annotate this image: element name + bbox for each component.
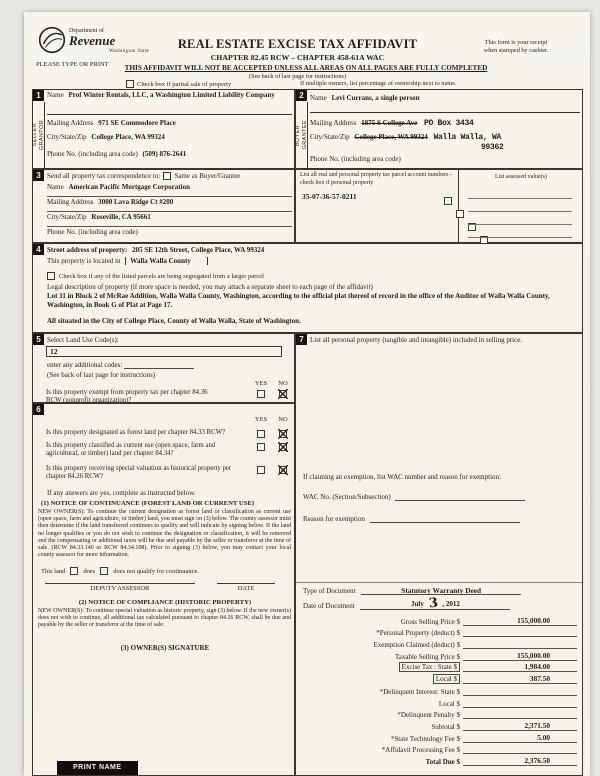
grantor-vword: GRANTOR	[39, 119, 45, 151]
parcel-column-divider	[458, 170, 459, 242]
segregated-label: Check box if any of the listed parcels are being segregated from a larger parcel	[59, 272, 264, 280]
seller-name-value[interactable]: Prof Winter Rentals, LLC, a Washington Limited Liability Company	[68, 91, 275, 99]
chapter-line: CHAPTER 82.45 RCW – CHAPTER 458-61A WAC	[210, 53, 385, 62]
buyer-vword: BUYER	[295, 124, 301, 146]
partial-sale-checkbox[interactable]	[126, 80, 134, 88]
located-in-value[interactable]: Walla Walla County	[125, 257, 208, 265]
historic-no-checkbox[interactable]	[279, 466, 287, 474]
land-does-checkbox[interactable]	[70, 567, 78, 575]
fin-row-affidavit-processing-fee	[302, 743, 577, 755]
no-header: NO	[278, 380, 288, 387]
correspondence-mailing-value[interactable]: 3000 Lava Ridge Ct #200	[98, 198, 174, 206]
logo-dept-line: Department of	[69, 28, 104, 34]
current-use-yes-checkbox[interactable]	[257, 443, 265, 451]
document-date-row	[303, 595, 510, 612]
fin-value-gross[interactable]: 155,000.00	[463, 616, 577, 626]
exemption-reason-field[interactable]	[370, 515, 520, 523]
buyer-mailing-new-value[interactable]: PO Box 3434	[424, 119, 474, 128]
fin-value-delinquent-penalty[interactable]	[463, 709, 577, 719]
current-use-question: Is this property classified as current use (open space, farm and agricultural, or timber) land per chapter 84.34?	[46, 442, 216, 458]
section-6-number: 6	[33, 404, 44, 415]
correspondence-name-row	[47, 183, 292, 197]
parcel-header: List all real and personal property tax parcel account numbers - check box if personal property	[300, 172, 452, 186]
deputy-assessor-signature-row	[45, 583, 285, 592]
seller-phone-value[interactable]: (509) 876-2641	[142, 150, 187, 158]
partial-sale-label: Check box if partial sale of property	[137, 80, 232, 88]
date-line[interactable]	[217, 583, 275, 592]
fin-row-total-due	[302, 754, 577, 766]
historic-question: Is this property receiving special valuation as historical property per chapter 84.26 RCW?	[46, 465, 232, 481]
buyer-phone-label: Phone No. (including area code)	[310, 155, 401, 163]
fin-label-taxable: Taxable Selling Price $	[394, 652, 460, 661]
seller-city-row	[47, 133, 292, 141]
exemption-reason-row	[303, 515, 520, 523]
notice-compliance-body: NEW OWNER(S): To continue special valuation as historic property, sign (3) below. If the new owner(s) does not wish to continue, all additional tax calculated pursuant to chapter 84.26 RCW, shall be due and payable by the seller or transferor at the time of sale.	[38, 608, 291, 629]
fin-value-taxable[interactable]: 155,000.00	[463, 651, 577, 661]
fin-label-delinquent-interest-local: Local $	[438, 699, 460, 708]
multiple-owners-note: If multiple owners, list percentage of ownership next to name.	[300, 80, 457, 87]
buyer-city-old-value[interactable]: College Place, WA 99324	[354, 133, 428, 141]
buyer-section	[295, 89, 583, 169]
document-divider	[296, 582, 582, 583]
seller-phone-label: Phone No. (including area code)	[47, 150, 138, 158]
print-name-badge: PRINT NAME	[57, 761, 138, 775]
buyer-name-label: Name	[310, 94, 327, 102]
assessed-line-2[interactable]	[468, 211, 572, 212]
section-3-number: 3	[33, 170, 44, 181]
partial-sale-row	[126, 80, 231, 88]
date-label: DATE	[237, 585, 255, 592]
receipt-note-line1: This form is your receipt	[484, 39, 548, 46]
document-date-year[interactable]: , 2012	[442, 600, 460, 608]
fin-row-gross-selling-price	[302, 614, 577, 626]
seller-name-label: Name	[47, 91, 64, 99]
legal-description-label: Legal description of property (if more space is needed, you may attach a separate sheet to each page of the affidavit)	[47, 283, 373, 291]
section-2-number: 2	[296, 90, 307, 101]
buyer-phone-row	[310, 155, 580, 163]
current-use-no-checkbox[interactable]	[279, 443, 287, 451]
correspondence-name-value[interactable]: American Pacific Mortgage Corporation	[68, 183, 190, 191]
same-as-buyer-label: Same as Buyer/Grantee	[174, 172, 241, 180]
fin-label-exemption-claimed: Exemption Claimed (deduct) $	[373, 641, 460, 650]
notice-compliance-title: (2) NOTICE OF COMPLIANCE (HISTORIC PROPERTY)	[78, 599, 252, 606]
buyer-mailing-row	[310, 119, 580, 128]
deputy-assessor-label: DEPUTY ASSESSOR	[90, 585, 150, 592]
this-land-label: This land	[41, 567, 66, 575]
buyer-name-row	[310, 91, 580, 113]
please-type-note: PLEASE TYPE OR PRINT	[36, 61, 109, 68]
seller-section	[32, 89, 295, 169]
yes-header: YES	[254, 380, 268, 387]
fin-label-delinquent-interest-state: *Delinquent Interest: State $	[379, 687, 460, 696]
street-address-label: Street address of property:	[47, 246, 128, 254]
document-date-month[interactable]: July	[411, 600, 424, 608]
seller-mailing-row	[47, 119, 292, 127]
fin-label-excise-local: Local $	[433, 674, 460, 684]
seller-phone-row	[47, 150, 292, 158]
additional-codes-field[interactable]	[124, 361, 194, 369]
assessed-value-header: List assessed value(s)	[495, 174, 547, 180]
correspondence-header-row	[47, 172, 292, 180]
buyer-city-new-value[interactable]: Walla Walla, WA	[433, 133, 502, 142]
land-use-select-label: Select Land Use Code(s):	[47, 336, 119, 344]
does-not-label: does not qualify for continuance.	[113, 567, 200, 575]
buyer-name-value[interactable]: Levi Currans, a single person	[331, 94, 420, 102]
correspondence-city-row	[47, 213, 292, 227]
fin-value-excise-local[interactable]: 387.50	[463, 674, 577, 684]
buyer-city-label: City/State/Zip	[310, 133, 350, 141]
assessed-line-4[interactable]	[468, 237, 572, 238]
fin-label-technology-fee: *State Technology Fee $	[390, 734, 460, 743]
property-section	[32, 243, 583, 333]
seller-vword: SELLER	[32, 123, 38, 147]
fin-row-excise-tax-local	[302, 672, 577, 684]
correspondence-mailing-row	[47, 198, 292, 212]
logo-revenue: Revenue	[69, 33, 116, 48]
document-type-label: Type of Document	[303, 587, 356, 595]
tax-exempt-question: Is this property exempt from property tax per chapter 84.36 RCW (nonprofit organization)?	[46, 389, 208, 405]
segregated-row	[47, 272, 580, 280]
deputy-assessor-line[interactable]	[45, 583, 195, 592]
land-use-section	[32, 333, 295, 403]
owners-signature-label: (3) OWNER(S) SIGNATURE	[120, 644, 210, 652]
additional-codes-label: enter any additional codes:	[47, 361, 123, 369]
fin-value-delinquent-interest-local[interactable]	[463, 698, 577, 708]
fin-value-processing-fee[interactable]	[463, 744, 577, 754]
same-as-buyer-checkbox[interactable]	[163, 172, 171, 180]
buyer-grantee-vertical-label	[296, 102, 308, 168]
fin-value-excise-state[interactable]: 1,984.00	[463, 662, 577, 672]
document-type-value[interactable]: Statutory Warranty Deed	[361, 586, 521, 595]
parcel-number-1[interactable]: 35-07-36-57-0211	[302, 192, 357, 201]
historic-yes-checkbox[interactable]	[257, 466, 265, 474]
correspondence-name-label: Name	[47, 183, 64, 191]
tax-exempt-no-checkbox[interactable]	[279, 390, 287, 398]
correspondence-phone-row	[47, 228, 292, 236]
seller-mailing-value[interactable]: 971 SE Commodore Place	[98, 119, 176, 127]
seller-city-value[interactable]: College Place, WA 99324	[91, 133, 165, 141]
forest-land-question-row	[46, 429, 294, 440]
correspondence-section	[32, 169, 295, 243]
exemption-claim-label: If claiming an exemption, list WAC number and reason for exemption:	[303, 473, 501, 481]
fin-row-excise-tax-state	[302, 661, 577, 673]
fin-row-delinquent-interest-state	[302, 684, 577, 696]
historic-question-row	[46, 465, 294, 481]
send-correspondence-label: Send all property tax correspondence to:	[47, 172, 161, 180]
logo-washington-state: Washington State	[109, 49, 149, 54]
exemption-reason-label: Reason for exemption	[303, 515, 365, 523]
receipt-note-line2: when stamped by cashier.	[483, 47, 549, 55]
does-label: does	[83, 567, 96, 575]
fin-row-subtotal	[302, 719, 577, 731]
acceptance-warning: THIS AFFIDAVIT WILL NOT BE ACCEPTED UNLESS ALL AREAS ON ALL PAGES ARE FULLY COMPLETED	[124, 64, 488, 72]
see-back-note: (See back of last page for instructions)	[248, 73, 347, 80]
seller-name-row	[47, 91, 292, 115]
wac-number-field[interactable]	[395, 493, 525, 501]
form-title: REAL ESTATE EXCISE TAX AFFIDAVIT	[177, 37, 418, 51]
street-address-value[interactable]: 205 SE 12th Street, College Place, WA 99324	[132, 246, 265, 254]
fin-row-exemption-claimed	[302, 637, 577, 649]
seller-city-label: City/State/Zip	[47, 133, 87, 141]
parcel-personal-checkbox-1[interactable]	[444, 197, 452, 205]
fin-label-gross: Gross Selling Price $	[400, 617, 460, 626]
personal-property-label: List all personal property (tangible and intangible) included in selling price.	[310, 336, 523, 344]
fin-label-total-due: Total Due $	[425, 757, 460, 766]
parcel-section	[295, 169, 583, 243]
fin-value-total-due[interactable]: 2,376.50	[463, 756, 577, 766]
answers-note: If any answers are yes, complete as instructed below.	[47, 489, 196, 497]
financial-summary	[302, 614, 577, 766]
section-4-number: 4	[33, 244, 44, 255]
section-7-number: 7	[296, 334, 307, 345]
notice-continuance-body: NEW OWNER(S): To continue the current designation as forest land or classification as current use (open space, farm and agriculture, or timber) land, you must sign on (3) below. The county assessor must then determine if the land transferred continues to qualify and will indicate by signing below. If the land no longer qualifies or you do not wish to continue the designation or classification, it will be removed and the compensating or additional taxes will be due and payable by the seller or transferor at the time of sale. (RCW 84.33.140 or RCW 84.34.108). Prior to signing (3) below, you may contact your local county assessor for more information.	[38, 509, 291, 559]
fin-value-exemption-claimed[interactable]	[463, 639, 577, 649]
street-address-row	[47, 246, 580, 254]
land-use-yes-no-header	[250, 380, 294, 387]
located-in-label: This property is located in	[47, 257, 121, 265]
grantee-vword: GRANTEE	[302, 120, 308, 150]
tax-exempt-yes-checkbox[interactable]	[257, 390, 265, 398]
fin-value-personal-property[interactable]	[463, 627, 577, 637]
seller-mailing-label: Mailing Address	[47, 119, 94, 127]
forest-yes-checkbox[interactable]	[257, 430, 265, 438]
fin-label-processing-fee: *Affidavit Processing Fee $	[381, 746, 460, 755]
section-1-number: 1	[33, 90, 44, 101]
land-does-not-checkbox[interactable]	[100, 567, 108, 575]
classification-yes-no-header	[250, 416, 294, 423]
no-header-2: NO	[278, 416, 288, 423]
document-date-label: Date of Document	[303, 602, 355, 610]
buyer-zip-new-value[interactable]: 99362	[481, 143, 504, 152]
document-date-day-handwritten[interactable]: 3	[427, 595, 439, 612]
fin-label-subtotal: Subtotal $	[431, 722, 460, 731]
fin-value-subtotal[interactable]: 2,371.50	[463, 721, 577, 731]
wac-number-label: WAC No. (Section/Subsection)	[303, 493, 391, 501]
fin-row-taxable-selling-price	[302, 649, 577, 661]
yes-header-2: YES	[254, 416, 268, 423]
classification-section	[32, 403, 295, 776]
fin-row-state-technology-fee	[302, 731, 577, 743]
fin-row-personal-property-deduct	[302, 626, 577, 638]
correspondence-city-value[interactable]: Roseville, CA 95661	[91, 213, 151, 221]
fin-row-delinquent-penalty	[302, 708, 577, 720]
fin-value-delinquent-interest-state[interactable]	[463, 686, 577, 696]
assessed-line-1[interactable]	[468, 198, 572, 199]
parcel-personal-checkbox-2[interactable]	[456, 210, 464, 218]
section-5-number: 5	[33, 334, 44, 345]
continuance-qualify-row	[41, 567, 199, 575]
receipt-note	[450, 39, 582, 55]
forest-land-question: Is this property designated as forest land per chapter 84.33 RCW?	[46, 429, 226, 436]
notice-continuance-title: (1) NOTICE OF CONTINUANCE (FOREST LAND OR CURRENT USE)	[41, 500, 255, 507]
buyer-mailing-label: Mailing Address	[310, 119, 357, 127]
fin-value-technology-fee[interactable]: 5.00	[463, 733, 577, 743]
land-use-code-field[interactable]: 12	[46, 346, 282, 357]
fin-label-delinquent-penalty: *Delinquent Penalty $	[397, 711, 460, 720]
situated-in-value[interactable]: All situated in the City of College Place, County of Walla Walla, State of Washington.	[47, 317, 301, 325]
document-type-row	[303, 586, 521, 595]
segregated-checkbox[interactable]	[47, 272, 55, 280]
fin-row-delinquent-interest-local	[302, 696, 577, 708]
buyer-city-row	[310, 133, 580, 142]
legal-description-value[interactable]: Lot 11 in Block 2 of McRae Addition, Walla Walla County, Washington, according to the official plat thereof of record in the office of the Auditor of Walla Walla County, Washington, in Book G of Plat at Page 17.	[47, 292, 550, 310]
located-in-row	[47, 257, 580, 265]
fin-label-personal-property: *Personal Property (deduct) $	[376, 629, 460, 638]
revenue-logo-text	[69, 28, 149, 54]
correspondence-city-label: City/State/Zip	[47, 213, 87, 221]
seller-grantor-vertical-label	[33, 102, 45, 168]
fin-label-excise-state: Excise Tax : State $	[399, 662, 460, 672]
personal-property-section	[295, 333, 583, 776]
land-use-see-back-note: (See back of last page for instructions)	[47, 371, 156, 379]
correspondence-mailing-label: Mailing Address	[47, 198, 94, 206]
wac-number-row	[303, 493, 525, 501]
buyer-mailing-old-value[interactable]: 1875 S College Ave	[361, 119, 418, 127]
correspondence-phone-label: Phone No. (including area code)	[47, 228, 138, 236]
revenue-logo-icon	[38, 26, 66, 54]
additional-codes-row	[47, 361, 292, 369]
forest-no-checkbox[interactable]	[279, 430, 287, 438]
current-use-question-row	[46, 442, 294, 458]
assessed-line-3[interactable]	[468, 224, 572, 225]
